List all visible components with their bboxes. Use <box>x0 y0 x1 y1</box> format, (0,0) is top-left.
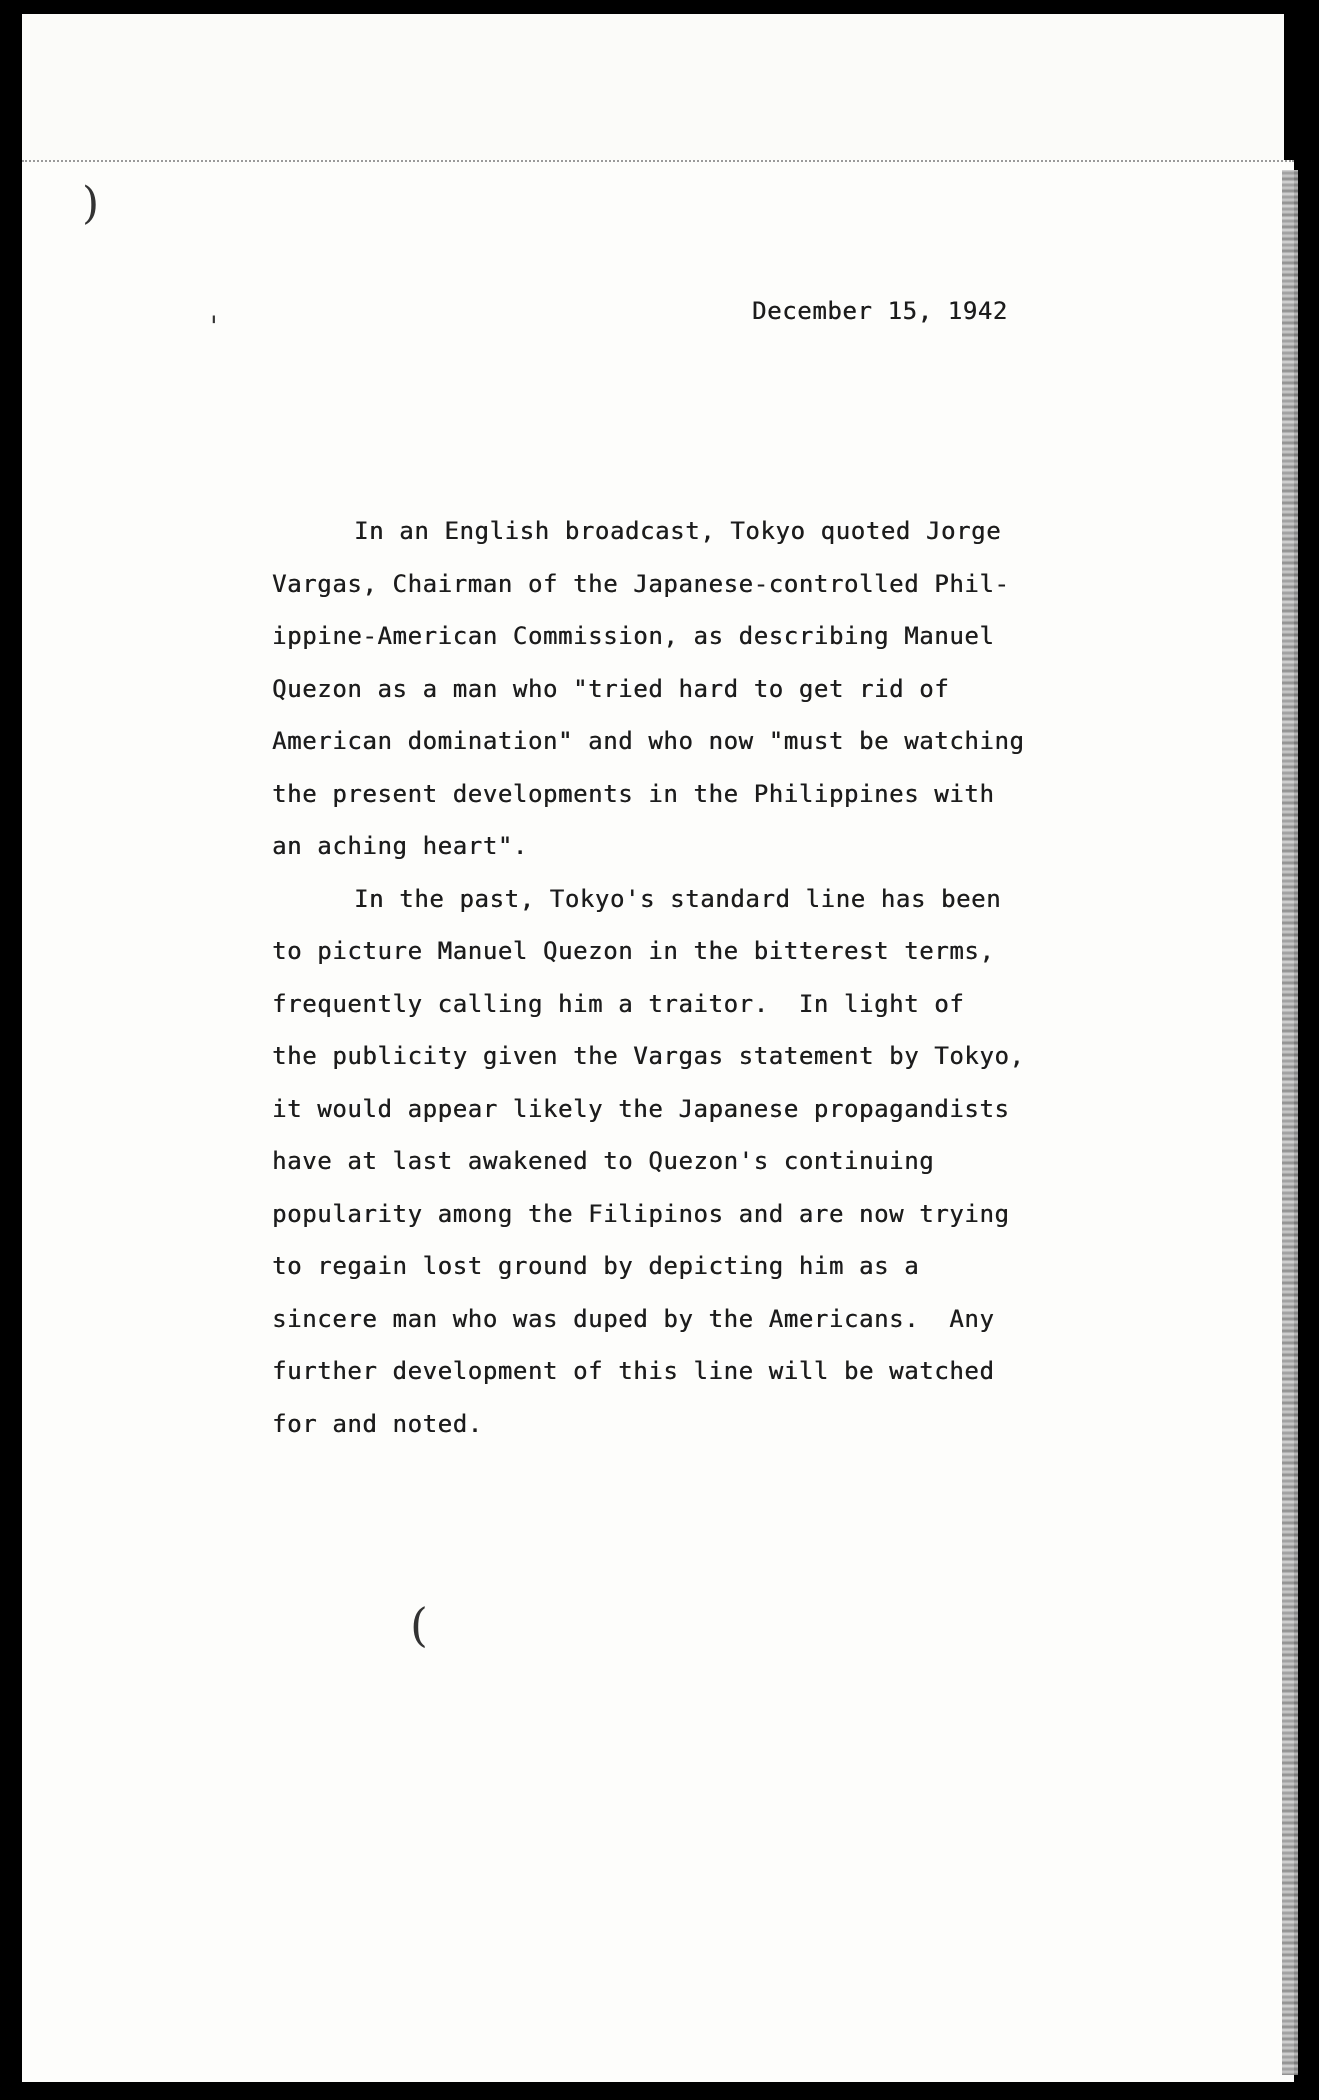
text-line: to picture Manuel Quezon in the bitterest terms, <box>272 937 995 965</box>
text-line: frequently calling him a traitor. In light of <box>272 989 965 1018</box>
text-line: the present developments in the Philippines with <box>272 779 995 808</box>
stray-mark-lower: ( <box>410 1598 428 1652</box>
text-line: popularity among the Filipinos and are now trying <box>272 1199 1010 1228</box>
text-line: ippine-American Commission, as describing Manuel <box>272 622 995 650</box>
text-line: Quezon as a man who "tried hard to get rid of <box>272 674 950 703</box>
text-line: further development of this line will be watched <box>272 1357 995 1385</box>
text-line: Vargas, Chairman of the Japanese-controlled Phil- <box>272 569 1010 598</box>
document-date: December 15, 1942 <box>752 297 1008 325</box>
stray-mark: ' <box>210 310 218 343</box>
text-line: an aching heart". <box>272 832 528 860</box>
text-line: In an English broadcast, Tokyo quoted Jorge <box>354 517 1002 545</box>
text-line: have at last awakened to Quezon's continuing <box>272 1147 935 1175</box>
text-line: for and noted. <box>272 1409 483 1438</box>
corner-mark: ) <box>82 178 100 229</box>
document-body <box>272 505 1172 1450</box>
paragraph-2 <box>272 873 1172 1451</box>
text-line: to regain lost ground by depicting him as a <box>272 1252 920 1280</box>
paragraph-1 <box>272 505 1172 873</box>
text-line: American domination" and who now "must be watching <box>272 727 1025 755</box>
text-line: sincere man who was duped by the Americans. Any <box>272 1304 995 1333</box>
text-line: the publicity given the Vargas statement by Tokyo, <box>272 1042 1025 1070</box>
text-line: In the past, Tokyo's standard line has been <box>354 884 1002 913</box>
text-line: it would appear likely the Japanese propagandists <box>272 1094 1010 1123</box>
page-edge <box>1282 170 1298 2075</box>
